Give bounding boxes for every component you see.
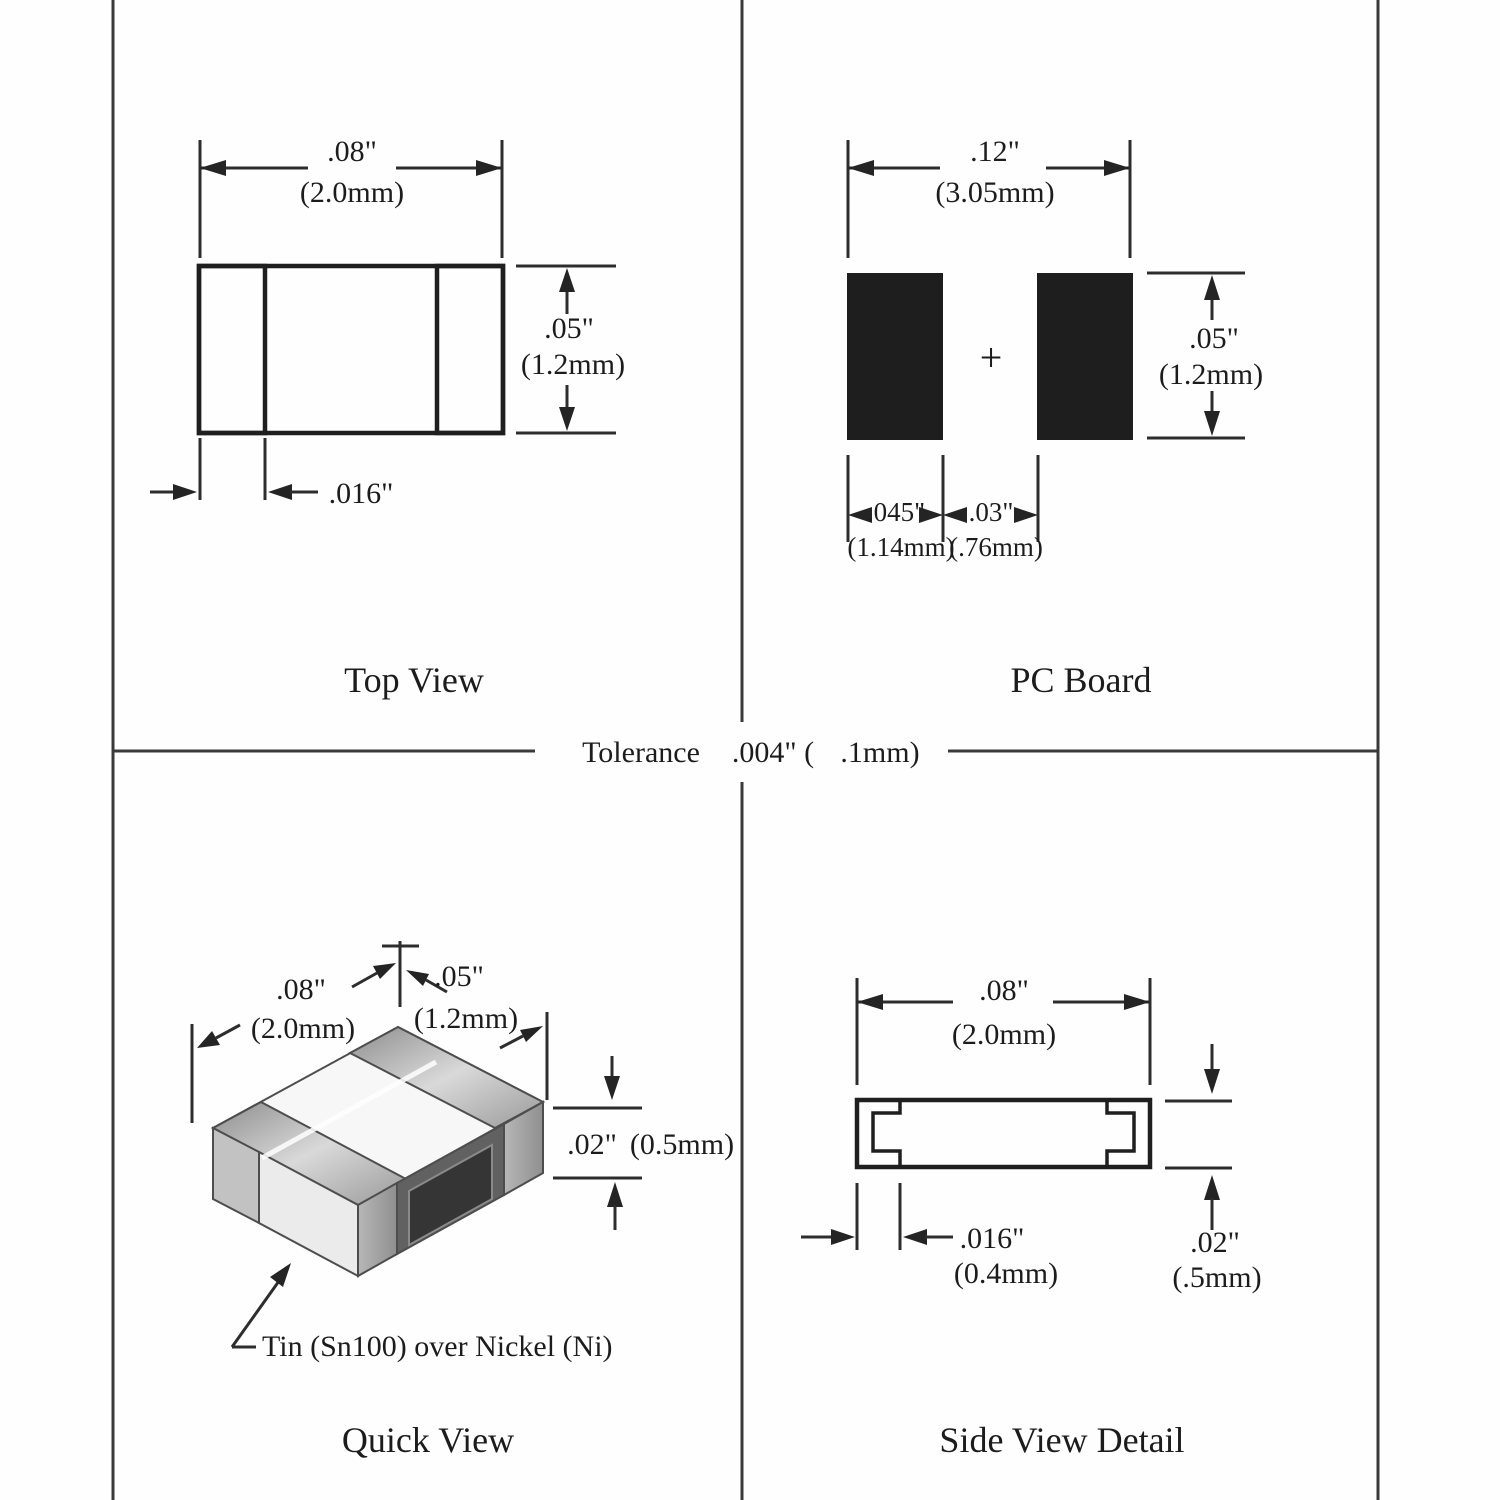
pad-center-plus: + [979, 335, 1003, 380]
arrow-diagonal-icon [520, 1026, 543, 1042]
side-view-width-dimension [857, 974, 1150, 1085]
side-view-terminal-dimension [801, 1183, 1058, 1290]
tolerance-note [582, 736, 920, 769]
top-view-width-inches: .08" [327, 135, 377, 168]
top-view-width-dimension [200, 135, 502, 258]
quick-view-length-mm: (2.0mm) [250, 1012, 356, 1045]
side-view-thickness-inches: .02" [1190, 1226, 1240, 1259]
arrow-right-icon [831, 1229, 855, 1245]
side-view-width-inches: .08" [979, 974, 1029, 1007]
arrow-diagonal-icon [270, 1263, 291, 1287]
top-view-caption: Top View [344, 660, 484, 700]
side-view-width-mm: (2.0mm) [951, 1018, 1057, 1051]
quick-view-quadrant [192, 941, 734, 1460]
pad-width-inches: .045" [866, 497, 926, 527]
quick-view-length-inches: .08" [276, 973, 326, 1006]
top-view-height-mm: (1.2mm) [520, 348, 626, 381]
arrow-up-icon [607, 1182, 623, 1207]
chip-terminal-right [437, 266, 503, 433]
arrow-left-icon [903, 1229, 927, 1245]
arrow-diagonal-icon [373, 963, 396, 979]
side-view-thickness-mm: (.5mm) [1172, 1261, 1262, 1294]
solder-pad-left [847, 273, 943, 440]
top-view-height-dimension [516, 266, 625, 433]
pad-gap-mm: (.76mm) [949, 532, 1043, 562]
side-terminal-right [1107, 1100, 1134, 1167]
arrow-right-icon [1124, 994, 1150, 1010]
arrow-down-icon [1204, 411, 1220, 436]
side-view-quadrant [801, 974, 1262, 1460]
arrow-right-icon [1104, 160, 1130, 176]
tolerance-label: Tolerance [582, 736, 700, 769]
arrow-down-icon [604, 1076, 620, 1100]
arrow-left-icon [200, 160, 226, 176]
pc-board-width-inches: .12" [970, 135, 1020, 168]
chip-isometric [213, 1027, 543, 1276]
pc-board-width-mm: (3.05mm) [935, 176, 1055, 209]
quick-view-thickness-dimension [553, 1056, 734, 1230]
top-view-quadrant [150, 135, 625, 700]
quick-view-caption: Quick View [341, 1420, 515, 1460]
arrow-right-icon [173, 484, 197, 500]
tolerance-mm: .1mm) [840, 736, 920, 769]
arrow-up-icon [1204, 1175, 1220, 1200]
arrow-left-icon [268, 484, 292, 500]
tolerance-inches: .004" ( [731, 736, 815, 769]
quick-view-thickness-mm: (0.5mm) [629, 1128, 735, 1161]
arrow-right-icon [1014, 507, 1038, 523]
side-view-caption: Side View Detail [939, 1420, 1185, 1460]
plating-callout [232, 1263, 613, 1363]
solder-pad-right [1037, 273, 1133, 440]
pc-board-width-dimension [848, 135, 1130, 258]
arrow-up-icon [559, 268, 575, 292]
pc-board-height-dimension [1147, 273, 1263, 438]
arrow-left-icon [857, 994, 883, 1010]
top-view-height-inches: .05" [544, 312, 594, 345]
side-view-terminal-inches: .016" [959, 1222, 1025, 1255]
arrow-down-icon [1204, 1069, 1220, 1094]
arrow-left-icon [943, 507, 967, 523]
quick-view-width-inches: .05" [434, 960, 484, 993]
top-view-terminal-inches: .016" [328, 477, 394, 510]
arrow-diagonal-icon [406, 970, 429, 986]
quick-view-thickness-inches: .02" [567, 1128, 617, 1161]
pc-board-quadrant [847, 135, 1263, 700]
pc-board-height-inches: .05" [1189, 322, 1239, 355]
pad-gap-inches: .03" [968, 497, 1014, 527]
quick-view-width-mm: (1.2mm) [413, 1002, 519, 1035]
pc-board-pad-gap-dimensions [847, 455, 1043, 562]
side-view-thickness-dimension [1165, 1044, 1262, 1294]
top-view-width-mm: (2.0mm) [299, 176, 405, 209]
side-view-terminal-mm: (0.4mm) [953, 1257, 1059, 1290]
arrow-diagonal-icon [197, 1031, 220, 1048]
arrow-right-icon [476, 160, 502, 176]
plating-note: Tin (Sn100) over Nickel (Ni) [262, 1330, 613, 1363]
arrow-up-icon [1204, 275, 1220, 300]
top-view-terminal-dimension [150, 438, 393, 510]
chip-terminal-left [199, 266, 265, 433]
chip-body-top-view [199, 266, 503, 433]
arrow-left-icon [848, 160, 874, 176]
pc-board-height-mm: (1.2mm) [1158, 358, 1264, 391]
side-terminal-left [873, 1100, 900, 1167]
arrow-down-icon [559, 407, 575, 431]
pc-board-caption: PC Board [1010, 660, 1152, 700]
pad-width-mm: (1.14mm) [847, 532, 955, 562]
